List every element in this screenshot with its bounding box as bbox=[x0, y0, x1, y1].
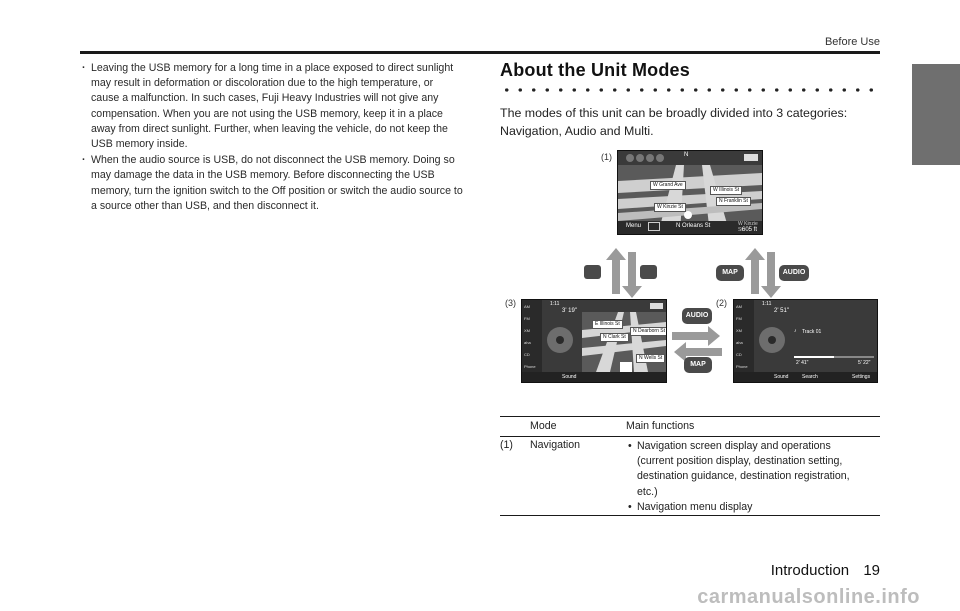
clock: 1:11 bbox=[762, 301, 772, 307]
map-button[interactable]: MAP bbox=[716, 265, 744, 281]
chapter-name: Introduction bbox=[770, 562, 850, 579]
clock: 1:11 bbox=[550, 301, 560, 307]
track-title: Track 01 bbox=[802, 329, 822, 335]
audio-button[interactable]: AUDIO bbox=[682, 308, 712, 324]
page-footer bbox=[771, 562, 880, 579]
source-cd[interactable]: CD bbox=[524, 352, 530, 357]
source-fm[interactable]: FM bbox=[524, 316, 530, 321]
arrow-down bbox=[767, 252, 775, 288]
function-item bbox=[626, 500, 864, 515]
sound-button[interactable]: Sound bbox=[774, 374, 789, 380]
multi-screen bbox=[521, 299, 667, 383]
arrow-right bbox=[672, 332, 710, 340]
street-label: N Franklin St bbox=[716, 197, 751, 206]
nav-screen-label: (1) bbox=[601, 152, 612, 162]
row-mode: Navigation bbox=[530, 439, 581, 451]
street-label: E Illinois St bbox=[592, 320, 623, 329]
settings-button[interactable]: Settings bbox=[852, 374, 871, 380]
source-am[interactable]: AM bbox=[736, 304, 742, 309]
note-item: · Leaving the USB memory for a long time in a place exposed to direct sunlight may result in deformation or discoloration due to the high temperature, or cause a malfunction. In such cases, Fuji Heavy Industries will not give any compensation. When you are not using the USB memory, keep it in a place away from direct sunlight. Further, when leaving the vehicle, do not keep the USB memory inside. bbox=[80, 61, 464, 152]
bullet: • bbox=[628, 440, 632, 452]
bullet: • bbox=[628, 500, 632, 513]
source-am[interactable]: AM bbox=[524, 304, 530, 309]
source-xm[interactable]: XM bbox=[524, 328, 530, 333]
sound-button[interactable]: Sound bbox=[562, 374, 577, 380]
elapsed-time: 3' 19" bbox=[562, 308, 577, 314]
note-item: · When the audio source is USB, do not disconnect the USB memory. Doing so may damage the data in the USB memory. Before disconnecting the USB memory, turn the ignition switch to the Off position or switch the audio source to a source other than USB, and then disconnect it. bbox=[80, 153, 464, 214]
source-fm[interactable]: FM bbox=[736, 316, 742, 321]
street-label: N Dearborn St bbox=[630, 327, 667, 336]
source-aha[interactable]: aha bbox=[524, 340, 531, 345]
street-label: W Grand Ave bbox=[650, 181, 686, 190]
source-phone[interactable]: Phone bbox=[524, 364, 536, 369]
street-label: N Clark St bbox=[600, 333, 629, 342]
next-street: W Kinzie St bbox=[738, 221, 758, 233]
split-screen-icon[interactable] bbox=[648, 222, 660, 231]
audio-screen-graphic bbox=[734, 300, 877, 382]
row-number: (1) bbox=[500, 439, 513, 451]
title-dotted-rule bbox=[500, 87, 880, 93]
function-item bbox=[626, 439, 864, 500]
elapsed-time: 2' 51" bbox=[774, 308, 789, 314]
current-street: N Orleans St bbox=[676, 223, 711, 229]
street-label: W Kinzie St bbox=[654, 203, 686, 212]
section-label: Before Use bbox=[824, 36, 880, 48]
table-bottom-rule bbox=[500, 515, 880, 516]
section-intro: The modes of this unit can be broadly divided into 3 categories: Navigation, Audio and Multi. bbox=[500, 106, 848, 138]
audio-button[interactable]: AUDIO bbox=[779, 265, 809, 281]
multi-screen-graphic bbox=[522, 300, 666, 382]
track-position: 2' 41" bbox=[796, 360, 809, 366]
music-note-icon: ♪ bbox=[794, 328, 797, 334]
arrow-up-head bbox=[745, 248, 765, 260]
header-rule bbox=[80, 51, 880, 54]
arrow-up bbox=[612, 258, 620, 294]
chapter-tab bbox=[912, 64, 960, 165]
street-label: N Wells St bbox=[636, 354, 665, 363]
arrow-down-head bbox=[622, 286, 642, 298]
audio-screen bbox=[733, 299, 878, 383]
column-header-functions: Main functions bbox=[626, 420, 695, 432]
search-button[interactable]: Search bbox=[802, 374, 818, 380]
row-functions bbox=[626, 439, 864, 515]
watermark: carmanualsonline.info bbox=[697, 586, 920, 608]
menu-button[interactable]: Menu bbox=[626, 223, 642, 229]
page-number: 19 bbox=[863, 562, 880, 579]
arrow-down bbox=[628, 252, 636, 288]
source-aha[interactable]: aha bbox=[736, 340, 743, 345]
function-text: Navigation screen display and operations (current position display, destination setting, destination guidance, destination registration, etc.) bbox=[637, 440, 850, 498]
arrow-down-head bbox=[761, 286, 781, 298]
source-phone[interactable]: Phone bbox=[736, 364, 748, 369]
arrow-left bbox=[684, 348, 722, 356]
navigation-screen bbox=[617, 150, 763, 235]
map-button[interactable]: MAP bbox=[684, 357, 712, 373]
source-cd[interactable]: CD bbox=[736, 352, 742, 357]
street-label: W Illinois St bbox=[710, 186, 742, 195]
usb-notes bbox=[80, 61, 464, 215]
split-screen-icon[interactable] bbox=[640, 265, 657, 279]
multi-screen-label: (3) bbox=[505, 298, 516, 308]
table-header-rule bbox=[500, 436, 880, 437]
column-header-mode: Mode bbox=[530, 420, 557, 432]
arrow-up bbox=[751, 258, 759, 294]
table-top-rule bbox=[500, 416, 880, 417]
compass: N bbox=[684, 152, 689, 158]
track-total: 5' 22" bbox=[858, 360, 871, 366]
section-title: About the Unit Modes bbox=[500, 60, 690, 80]
audio-screen-label: (2) bbox=[716, 298, 727, 308]
function-text: Navigation menu display bbox=[637, 500, 753, 513]
arrow-up-head bbox=[606, 248, 626, 260]
distance: 605 ft bbox=[742, 227, 758, 233]
full-map-icon[interactable] bbox=[584, 265, 601, 279]
arrow-right-head bbox=[708, 326, 720, 346]
source-xm[interactable]: XM bbox=[736, 328, 742, 333]
